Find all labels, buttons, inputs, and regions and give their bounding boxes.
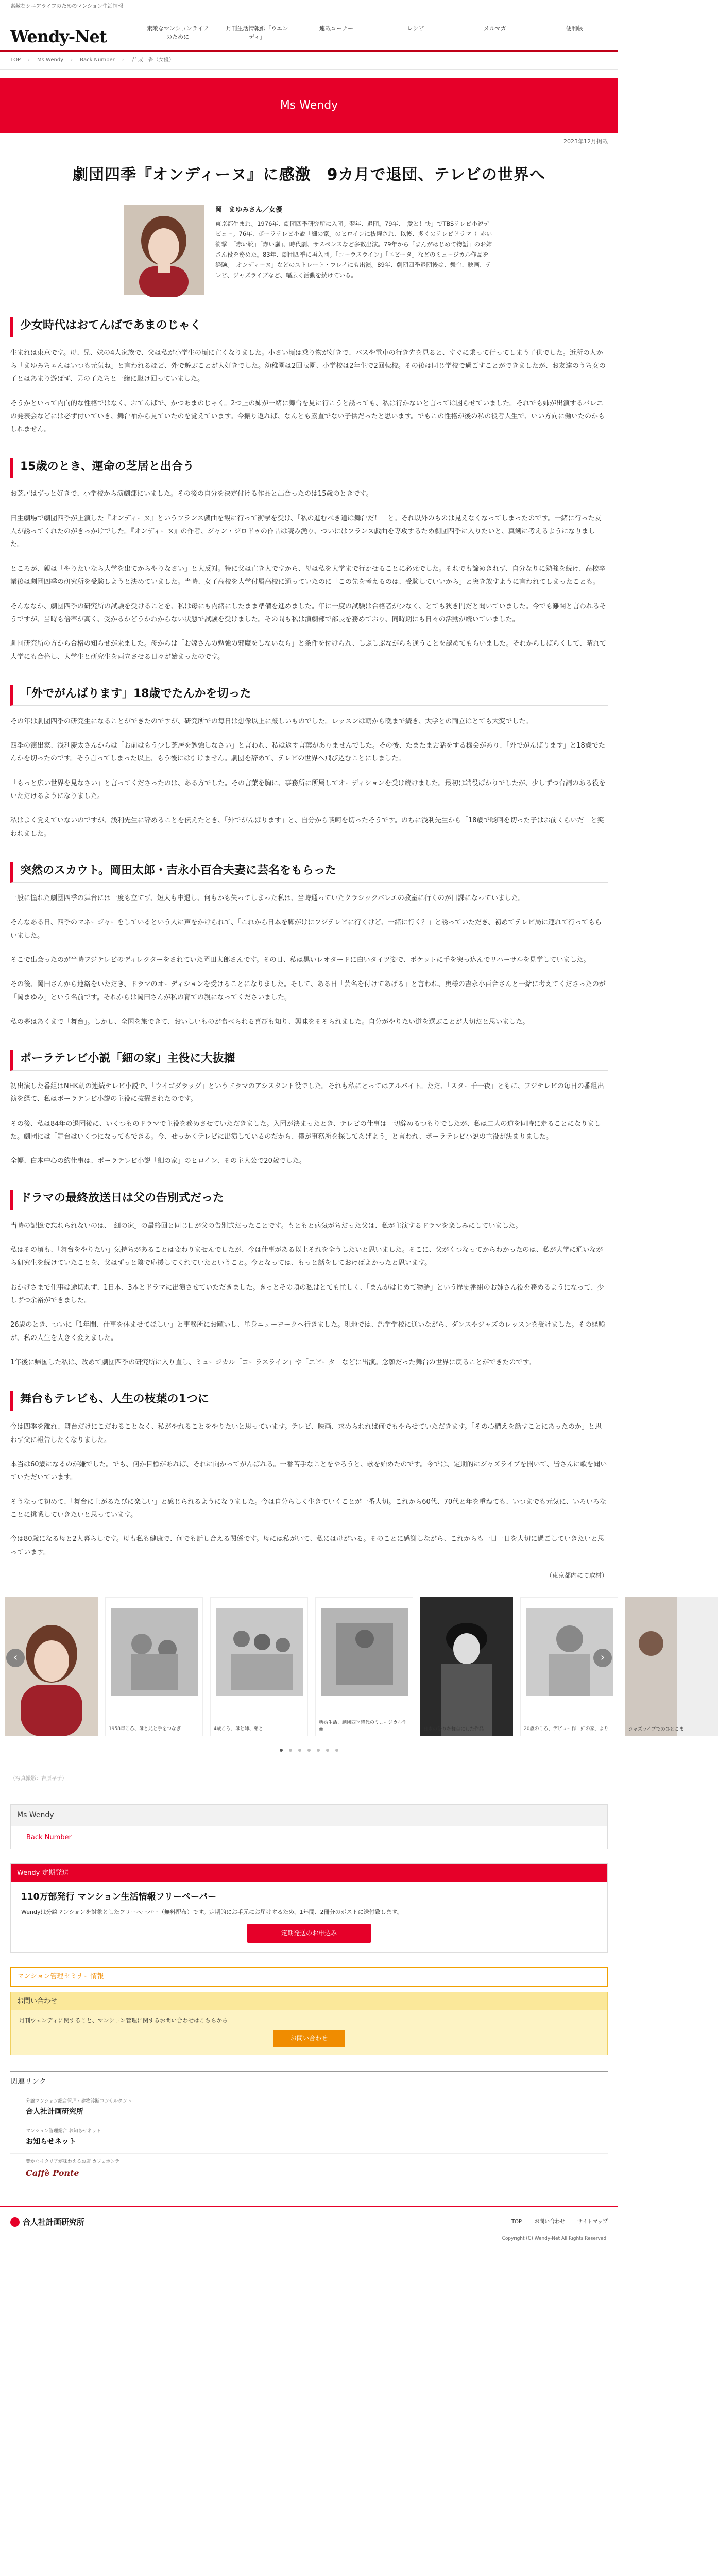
section-heading: 15歳のとき、運命の芝居と出合う	[10, 458, 608, 479]
inquiry-description: 月刊ウェンディに関すること、マンション管理に関するお問い合わせはこちらから	[19, 2017, 228, 2024]
slide-caption: 20歳のころ、デビュー作「細の家」より	[524, 1726, 609, 1732]
paragraph: そんなある日、四季のマネージャーをしているという人に声をかけられて、「これから日本を脚がけにフジテレビに行くけど、一緒に行く？」と誘っていただき、初めてテレビ局に連れて行ってもらいました。	[10, 919, 602, 940]
magazine-description: Wendyは分譲マンションを対象としたフリーペーパー（無料配布）です。定期的にお手元にお届けするため、1年間、2冊分のポストに送付致します。	[21, 1909, 403, 1916]
section-heading: ポーラテレビ小説「細の家」主役に大抜擢	[10, 1050, 608, 1071]
interview-note: （東京都内にて取材）	[545, 1571, 608, 1579]
nav-item-handbook[interactable]: 便利帳	[566, 25, 583, 32]
carousel-dot[interactable]	[289, 1749, 292, 1752]
paragraph: 生まれは東京です。母、兄、妹の4人家族で、父は私が小学生の頃に亡くなりました。小さい頃は乗り物が好きで、バスや電車の行き先を見ると、すぐに乗って行ってしまう子供でした。近所の人から「まゆみちゃんはいつも元気ね」と言われるほど、外で遊ぶことが大好きでした。幼稚園は2回転園、小学校は2年生で2回転校。その後は同じ学校で過ごすことができましたが、お友達のうち女の子とはあまり遊ばず、男の子たちと一緒に駆け回っていました。	[10, 349, 606, 383]
paragraph: そうなって初めて、「舞台に上がるたびに楽しい」と感じられるようになりました。今は自分らしく生きていくことが一番大切。これから60代、70代と年を重ねても、いつまでも元気に、いろいろなことに挑戦していきたいと思っています。	[10, 1498, 607, 1519]
mswendy-box-title: Ms Wendy	[11, 1805, 607, 1826]
hero-banner	[0, 78, 618, 133]
carousel-dot[interactable]	[317, 1749, 320, 1752]
footer-company-name: 合人社計画研究所	[23, 2217, 85, 2227]
subscribe-button[interactable]: 定期発送のお申込み	[247, 1924, 371, 1943]
article-date: 2023年12月掲載	[563, 138, 608, 145]
footer-link-contact[interactable]: お問い合わせ	[534, 2219, 566, 2225]
paragraph: 初出演した番組はNHK朝の連続テレビ小説で、「ウイゴダラッグ」というドラマのアシスタント役でした。それも私にとってはアルバイト。ただ、「スター千一夜」ともに、フジテレビの毎日の番組出演を経て、私はポーラテレビ小説の主役に抜擢されたのです。	[10, 1082, 604, 1104]
article-body	[10, 317, 608, 1582]
nav-item-mansion-life[interactable]: 素敵なマンションライフのために	[147, 25, 209, 40]
inquiry-box	[10, 1992, 608, 2055]
carousel-slide[interactable]	[105, 1597, 203, 1736]
subscribe-box-title: Wendy 定期発送	[11, 1864, 607, 1882]
slide-caption: 4歳ころ、母と姉、弟と	[214, 1726, 263, 1732]
carousel-dot[interactable]	[335, 1749, 338, 1752]
breadcrumb-current: 吉 成 香（女優）	[131, 57, 174, 63]
paragraph: おかげさまで仕事は途切れず、1日本、3本とドラマに出演させていただきました。きっとその頃の私はとても忙しく、「まんがはじめて物語」という歴史番組のお姉さん役を務めるようになって、少しずつ余裕ができました。	[10, 1283, 604, 1304]
site-header	[0, 10, 618, 50]
section-heading: 舞台もテレビも、人生の枝葉の1つに	[10, 1391, 608, 1411]
related-link-gojinsha[interactable]	[10, 2093, 608, 2123]
nav-item-recipe[interactable]: レシピ	[407, 25, 424, 32]
carousel-dot[interactable]	[280, 1749, 283, 1752]
profile-block	[124, 205, 494, 295]
breadcrumb-backnumber[interactable]: Back Number	[80, 57, 115, 63]
slide-caption: 日本の祭りを舞台にした作品	[423, 1726, 484, 1732]
paragraph: その後、岡田さんから連絡をいただき、ドラマのオーディションを受けることになりました。そして、ある日「芸名を付けてあげる」と言われ、奥様の吉永小百合さんと一緒に考えてくださったのが「岡まゆみ」という名前です。それからは岡田さんが私の育ての親になってくださいました。	[10, 980, 606, 1002]
carousel-dot[interactable]	[298, 1749, 301, 1752]
carousel-prev-icon[interactable]: ‹	[6, 1649, 25, 1667]
related-link-sub: 分譲マンション総合管理・建物診断コンサルタント	[26, 2098, 132, 2104]
paragraph: そんななか、劇団四季の研究所の試験を受けることを、私は母にも内緒にしたまま準備を進めました。年に一度の試験は合格者が少なく、とても狭き門だと聞いていました。今でも難関と言われるそうですが、当時も倍率が高く、受かるかどうかわからない状態で試験を受けました。その間も私は演劇部で部長を務めており、同時期にも日々の活動が続いていました。	[10, 602, 606, 623]
section-heading: 「外でがんばります」18歳でたんかを切った	[10, 685, 608, 706]
related-link-name: 合人社計画研究所	[26, 2108, 83, 2116]
related-link-sub: 豊かなイタリアが味わえるお店 カフェポンテ	[26, 2159, 120, 2164]
footer-links	[511, 2217, 608, 2227]
breadcrumb-separator-icon: ›	[28, 57, 30, 63]
site-tagline: 素敵なシニアライフのためのマンション生活情報	[10, 4, 123, 9]
magazine-title: 110万部発行 マンション生活情報フリーペーパー	[21, 1892, 217, 1903]
company-mark-icon	[10, 2217, 20, 2227]
caffe-ponte-logo: Caffè Ponte	[26, 2167, 79, 2178]
related-link-oshirase[interactable]	[10, 2123, 608, 2153]
paragraph: 私はその頃も、「舞台をやりたい」気持ちがあることは変わりませんでしたが、今は仕事がある以上それを全うしたいと思いました。そこに、父がくつなってからわかったのは、私が大学に通いながら研究生を続けていたことを、父はずっと陰で応援してくれていたということ。今となっては、もっと話をしておけばよかったと思います。	[10, 1246, 603, 1267]
profile-bio: 東京都生まれ。1976年、劇団四季研究所に入団。翌年、退団。79年、「愛と！快」でTBSテレビ小説デビュー。76年、ポーラテレビ小説「細の家」のヒロインに抜擢され、以後、多くのテレビドラマ（「赤い衝撃」「赤い靴」「赤い嵐」、時代劇、サスペンスなど多数出演。79年から「まんがはじめて物語」のお姉さん役を務めた。83年、劇団四季に再入団。「コーラスライン」「エビータ」などのミュージカル作品を経験。「オンディーヌ」などのストレート・プレイにも出演。89年、劇団四季退団後は、舞台、映画、テレビ、ジャズライブなど、幅広く活動を続けている。	[215, 219, 492, 279]
related-links	[10, 2071, 608, 2185]
footer-link-top[interactable]: TOP	[511, 2219, 522, 2225]
related-link-sub: マンション管理総合 お知らせネット	[26, 2129, 101, 2134]
breadcrumb	[0, 52, 618, 70]
breadcrumb-separator-icon: ›	[71, 57, 73, 63]
carousel-dot[interactable]	[326, 1749, 329, 1752]
paragraph: 四季の演出家、浅利慶太さんからは「お前はもう少し芝居を勉強しなさい」と言われ、私は返す言葉がありませんでした。その後、たまたまお話をする機会があり、「外でがんばります」と18歳でたんかを切ったのです。そう言ってしまった以上、もう後には引けません。劇団を辞めて、テレビの世界へ飛び込むことにしました。	[10, 742, 605, 763]
inquiry-box-title: お問い合わせ	[11, 1992, 607, 2010]
related-link-name: お知らせネット	[26, 2138, 76, 2146]
paragraph: そうかといって内向的な性格ではなく、おてんばで、かつあまのじゃく。2つ上の姉が一緒に舞台を見に行こうと誘っても、私は行かないと言っては困らせていました。それでも姉が出演するバレエの発表会などには必ず付いていき、舞台袖から見ていたのを覚えています。今振り返れば、なんとも素直でない子供だったと思います。でもこの性格が後の私の役者人生で、いい方向に働いたのかもしれません。	[10, 399, 605, 434]
seminar-box[interactable]	[10, 1967, 608, 1986]
global-nav	[134, 25, 608, 45]
paragraph: その後、私は84年の退団後に、いくつものドラマで主役を務めさせていただきました。入団が決まったとき、テレビの仕事は一切辞めるつもりでしたが、私は二人の道を同時に走ることになりました。劇団には「舞台はいくつになってもできる。今、せっかくテレビに出演しているのだから、僕が事務所を探してあげよう」と言われ、ポーラテレビ小説の主役が決まりました。	[10, 1120, 601, 1141]
inquiry-button[interactable]: お問い合わせ	[273, 2030, 345, 2047]
footer-link-sitemap[interactable]: サイトマップ	[577, 2219, 608, 2225]
paragraph: 「もっと広い世界を見なさい」と言ってくださったのは、ある方でした。その言葉を胸に、事務所に所属してオーディションを受け続けました。最初は端役ばかりでしたが、少しずつ台詞のある役をいただけるようになりました。	[10, 779, 606, 801]
site-logo[interactable]: Wendy-Net	[10, 27, 107, 46]
nav-item-mailmag[interactable]: メルマガ	[484, 25, 506, 32]
slide-caption: 1958年ころ、母と兄と手をつなぎ	[109, 1726, 181, 1732]
nav-item-serial[interactable]: 連載コーナー	[319, 25, 353, 32]
photo-carousel	[0, 1597, 684, 1767]
paragraph: 私はよく覚えていないのですが、浅利先生に辞めることを伝えたとき、「外でがんばります」と、自分から啖呵を切ったそうです。のちに浅利先生から「18歳で啖呵を切った子はお前くらいだ」と笑われました。	[10, 817, 604, 838]
breadcrumb-top[interactable]: TOP	[10, 57, 21, 63]
article-title: 劇団四季『オンディーヌ』に感激 9カ月で退団、テレビの世界へ	[73, 165, 545, 184]
section-heading: 突然のスカウト。岡田太郎・吉永小百合夫妻に芸名をもらった	[10, 862, 608, 883]
seminar-link[interactable]: マンション管理セミナー情報	[17, 1973, 104, 1981]
paragraph: 26歳のとき、ついに「1年間、仕事を休ませてほしい」と事務所にお願いし、単身ニューヨークへ行きました。現地では、語学学校に通いながら、ダンスやジャズのレッスンを受けました。その経験が、私の人生を大きく変えました。	[10, 1321, 605, 1342]
paragraph: 当時の記憶で忘れられないのは、「細の家」の最終回と同じ日が父の告別式だったことです。もともと病気がちだった父は、私が主演するドラマを楽しみにしていました。	[10, 1222, 522, 1230]
paragraph: 今は80歳になる母と2人暮らしです。母も私も健康で、何でも話し合える関係です。母には私がいて、私には母がいる。そのことに感謝しながら、これからも一日一日を大切に過ごしていきたいと思っています。	[10, 1535, 605, 1556]
carousel-slide[interactable]	[420, 1597, 513, 1736]
photo-credit: （写真撮影：吉原孝子）	[10, 1775, 67, 1782]
related-links-title: 関連リンク	[10, 2077, 46, 2086]
carousel-dot[interactable]	[307, 1749, 311, 1752]
hero-title: Ms Wendy	[280, 99, 338, 112]
breadcrumb-mswendy[interactable]: Ms Wendy	[37, 57, 64, 63]
carousel-slide[interactable]	[625, 1597, 718, 1736]
copyright: Copyright (C) Wendy-Net All Rights Reserved.	[502, 2235, 608, 2241]
backnumber-link[interactable]: Back Number	[26, 1833, 72, 1841]
paragraph: 日生劇場で劇団四季が上演した『オンディーヌ』というフランス戯曲を観に行って衝撃を受け、「私の進むべき道は舞台だ！」と。それ以外のものは見えなくなってしまったのです。一緒に行った友人が誘ってくれたのがきっかけでした。『オンディーヌ』の作者、ジャン・ジロドゥの作品は読み漁り、ついにはフランス戯曲を専攻するため劇団四季に入りたいと、真剣に考えるようになりました。	[10, 514, 602, 549]
carousel-next-icon[interactable]: ›	[593, 1649, 612, 1667]
slide-caption: 新婚生活、劇団四季時代のミュージカル作品	[319, 1720, 407, 1732]
paragraph: 劇団研究所の方から合格の知らせが来ました。母からは「お嫁さんの勉強の邪魔をしないなら」と条件を付けられ、しぶしぶながらも通うことを認めてもらいました。それからしばらくして、晴れて大学にも合格し、大学生と研究生を両立させる日々が始まったのです。	[10, 640, 607, 661]
paragraph: 全幅、白本中心の約仕事は、ポーラテレビ小説「細の家」のヒロイン、その主人公で20歳でした。	[10, 1157, 306, 1165]
nav-item-wendy-paper[interactable]: 月刊生活情報紙「ウエンディ」	[226, 25, 288, 40]
mswendy-box	[10, 1804, 608, 1850]
profile-name: 岡 まゆみさん／女優	[215, 206, 283, 214]
paragraph: 本当は60歳になるのが嫌でした。でも、何か目標があれば、それに向かってがんばれる。一番苦手なことをやろうと、歌を始めたのです。今では、定期的にジャズライブを開いて、皆さんに歌を聞いていただいています。	[10, 1460, 607, 1482]
section-heading: ドラマの最終放送日は父の告別式だった	[10, 1190, 608, 1210]
carousel-slide[interactable]	[315, 1597, 413, 1736]
paragraph: 今は四季を離れ、舞台だけにこだわることなく、私がやれることをやりたいと思っています。テレビ、映画、求められれば何でもやらせていただきます。「その心構えを話すことにあったのか」と思わず父に報告したくなりました。	[10, 1423, 602, 1444]
slide-caption: ジャズライブでのひとこま	[628, 1726, 684, 1732]
subscribe-box	[10, 1863, 608, 1953]
carousel-pagination	[0, 1749, 618, 1752]
related-link-caffe-ponte[interactable]	[10, 2153, 608, 2185]
paragraph: 私の夢はあくまで「舞台」。しかし、全国を旅できて、おいしいものが食べられる喜びも知り、興味をそそられました。自分がやりたい道を選ぶことが大切だと思いました。	[10, 1018, 529, 1026]
breadcrumb-separator-icon: ›	[122, 57, 124, 63]
paragraph: ところが、親は「やりたいなら大学を出てからやりなさい」と大反対。特に父は亡き人ですから、母は私を大学まで行かせることに必死でした。それでも諦めきれず、自分なりに勉強を続け、高校卒業後は劇団四季の研究所を受験しようと決めていました。当時、女子高校を大学付属高校に通っていたのに「この先を考えるのは、受験していいから」と突き放すように言われてしまったことも。	[10, 565, 606, 586]
paragraph: お芝居はずっと好きで、小学校から演劇部にいました。その後の自分を決定付ける作品と出合ったのは15歳のときです。	[10, 490, 373, 498]
paragraph: 1年後に帰国した私は、改めて劇団四季の研究所に入り直し、ミュージカル「コーラスライン」や「エビータ」などに出演。念願だった舞台の世界に戻ることができたのです。	[10, 1359, 536, 1367]
portrait-photo	[124, 205, 204, 295]
paragraph: そこで出会ったのが当時フジテレビのディレクターをされていた岡田太郎さんです。その日、私は黒いレオタードに白いタイツ姿で、ポケットに手を突っ込んでリハーサルを見学していました。	[10, 956, 590, 964]
footer-logo[interactable]	[10, 2215, 84, 2229]
section-heading: 少女時代はおてんばであまのじゃく	[10, 317, 608, 337]
paragraph: その年は劇団四季の研究生になることができたのですが、研究所での毎日は想像以上に厳しいものでした。レッスンは朝から晩まで続き、大学との両立はとても大変でした。	[10, 717, 533, 725]
paragraph: 一般に憧れた劇団四季の舞台には一度も立てず、短大も中退し、何もかも失ってしまった私は、当時通っていたクラシックバレエの教室に行くのが日課になっていました。	[10, 894, 525, 902]
carousel-slide[interactable]	[210, 1597, 308, 1736]
